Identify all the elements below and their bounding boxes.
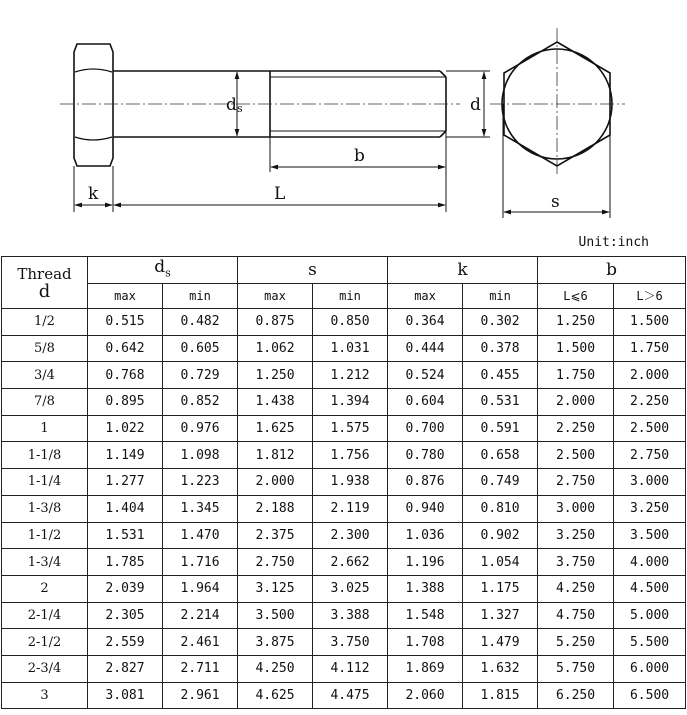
value-cell: 4.500 [614,575,686,602]
group-header-s: s [238,257,388,284]
value-cell: 0.658 [463,442,538,469]
bolt-drawing [0,0,687,230]
value-cell: 0.780 [388,442,463,469]
value-cell: 2.214 [163,602,238,629]
value-cell: 1.345 [163,495,238,522]
value-cell: 1.098 [163,442,238,469]
value-cell: 0.850 [313,309,388,336]
subheader: min [163,284,238,309]
header-row-sub [2,284,686,309]
value-cell: 3.500 [238,602,313,629]
value-cell: 3.500 [614,522,686,549]
value-cell: 4.750 [538,602,614,629]
dimension-lines [74,71,610,218]
value-cell: 3.750 [313,629,388,656]
value-cell: 1.036 [388,522,463,549]
thread-size-cell: 1 [2,415,88,442]
value-cell: 2.461 [163,629,238,656]
value-cell: 2.188 [238,495,313,522]
value-cell: 4.475 [313,682,388,709]
value-cell: 1.250 [238,362,313,389]
value-cell: 2.060 [388,682,463,709]
value-cell: 2.375 [238,522,313,549]
value-cell: 1.815 [463,682,538,709]
value-cell: 2.250 [614,389,686,416]
value-cell: 5.250 [538,629,614,656]
thread-size-cell: 3/4 [2,362,88,389]
table-row [2,522,686,549]
value-cell: 0.768 [88,362,163,389]
value-cell: 0.531 [463,389,538,416]
value-cell: 0.940 [388,495,463,522]
subheader: L＞6 [614,284,686,309]
table-row [2,655,686,682]
value-cell: 1.327 [463,602,538,629]
value-cell: 0.378 [463,335,538,362]
table-row [2,575,686,602]
value-cell: 0.976 [163,415,238,442]
value-cell: 2.750 [614,442,686,469]
header-row-groups [2,257,686,284]
subheader: min [313,284,388,309]
value-cell: 0.524 [388,362,463,389]
thread-size-cell: 1-3/4 [2,549,88,576]
thread-label: Thread [17,264,72,283]
value-cell: 1.212 [313,362,388,389]
value-cell: 1.785 [88,549,163,576]
value-cell: 3.025 [313,575,388,602]
value-cell: 0.444 [388,335,463,362]
value-cell: 3.875 [238,629,313,656]
value-cell: 1.479 [463,629,538,656]
table-row [2,629,686,656]
thread-size-cell: 1-1/4 [2,469,88,496]
value-cell: 1.277 [88,469,163,496]
table-row [2,469,686,496]
value-cell: 0.482 [163,309,238,336]
thread-size-cell: 1/2 [2,309,88,336]
thread-size-cell: 2-3/4 [2,655,88,682]
value-cell: 1.250 [538,309,614,336]
value-cell: 3.000 [538,495,614,522]
label-L: L [274,184,286,204]
value-cell: 4.625 [238,682,313,709]
value-cell: 1.149 [88,442,163,469]
value-cell: 3.750 [538,549,614,576]
value-cell: 1.812 [238,442,313,469]
table-row [2,389,686,416]
value-cell: 6.500 [614,682,686,709]
value-cell: 1.054 [463,549,538,576]
value-cell: 4.000 [614,549,686,576]
value-cell: 0.455 [463,362,538,389]
value-cell: 6.000 [614,655,686,682]
label-ds: d [226,95,237,115]
value-cell: 1.062 [238,335,313,362]
value-cell: 2.039 [88,575,163,602]
value-cell: 0.642 [88,335,163,362]
value-cell: 1.175 [463,575,538,602]
value-cell: 1.022 [88,415,163,442]
value-cell: 2.500 [614,415,686,442]
value-cell: 2.559 [88,629,163,656]
value-cell: 1.531 [88,522,163,549]
value-cell: 3.000 [614,469,686,496]
label-d: d [470,95,481,115]
value-cell: 1.548 [388,602,463,629]
label-b: b [354,146,365,166]
group-header-ds: $d_s$ [88,257,238,284]
subheader: max [88,284,163,309]
value-cell: 3.388 [313,602,388,629]
value-cell: 3.250 [614,495,686,522]
value-cell: 3.081 [88,682,163,709]
value-cell: 1.869 [388,655,463,682]
value-cell: 2.961 [163,682,238,709]
value-cell: 2.305 [88,602,163,629]
subheader: L⩽6 [538,284,614,309]
value-cell: 2.000 [614,362,686,389]
bolt-spec-table [1,256,686,709]
thread-size-cell: 2-1/2 [2,629,88,656]
label-k: k [88,184,99,204]
value-cell: 0.364 [388,309,463,336]
value-cell: 0.902 [463,522,538,549]
value-cell: 1.500 [614,309,686,336]
value-cell: 1.404 [88,495,163,522]
value-cell: 1.394 [313,389,388,416]
table-row [2,442,686,469]
value-cell: 1.470 [163,522,238,549]
value-cell: 4.250 [238,655,313,682]
value-cell: 2.662 [313,549,388,576]
value-cell: 0.875 [238,309,313,336]
value-cell: 1.031 [313,335,388,362]
value-cell: 1.500 [538,335,614,362]
value-cell: 2.500 [538,442,614,469]
table-row [2,495,686,522]
table-body [2,257,686,709]
value-cell: 1.388 [388,575,463,602]
group-header-b: b [538,257,686,284]
table-row [2,362,686,389]
value-cell: 0.729 [163,362,238,389]
value-cell: 1.196 [388,549,463,576]
value-cell: 4.250 [538,575,614,602]
value-cell: 1.750 [538,362,614,389]
value-cell: 1.964 [163,575,238,602]
value-cell: 1.756 [313,442,388,469]
value-cell: 5.500 [614,629,686,656]
value-cell: 2.750 [238,549,313,576]
value-cell: 2.119 [313,495,388,522]
value-cell: 0.515 [88,309,163,336]
value-cell: 2.750 [538,469,614,496]
value-cell: 1.575 [313,415,388,442]
thread-size-cell: 1-3/8 [2,495,88,522]
subheader: max [388,284,463,309]
value-cell: 3.250 [538,522,614,549]
value-cell: 0.604 [388,389,463,416]
label-ds-sub: s [237,102,243,115]
value-cell: 0.605 [163,335,238,362]
group-header-k: k [388,257,538,284]
value-cell: 2.000 [238,469,313,496]
thread-size-cell: 2 [2,575,88,602]
thread-size-cell: 3 [2,682,88,709]
value-cell: 0.302 [463,309,538,336]
value-cell: 0.852 [163,389,238,416]
value-cell: 1.632 [463,655,538,682]
value-cell: 2.827 [88,655,163,682]
value-cell: 5.000 [614,602,686,629]
value-cell: 5.750 [538,655,614,682]
table-row [2,602,686,629]
value-cell: 4.112 [313,655,388,682]
value-cell: 1.750 [614,335,686,362]
value-cell: 0.876 [388,469,463,496]
value-cell: 1.938 [313,469,388,496]
thread-symbol: d [38,280,51,302]
value-cell: 2.300 [313,522,388,549]
thread-size-cell: 5/8 [2,335,88,362]
value-cell: 0.591 [463,415,538,442]
table-row [2,682,686,709]
value-cell: 1.438 [238,389,313,416]
thread-size-cell: 2-1/4 [2,602,88,629]
value-cell: 1.716 [163,549,238,576]
value-cell: 1.625 [238,415,313,442]
subheader: max [238,284,313,309]
bolt-side-view [74,44,446,166]
thread-size-cell: 7/8 [2,389,88,416]
table-row [2,415,686,442]
unit-label: Unit:inch [578,235,649,250]
value-cell: 2.000 [538,389,614,416]
table-row [2,335,686,362]
thread-header [2,257,88,309]
value-cell: 1.223 [163,469,238,496]
thread-size-cell: 1-1/8 [2,442,88,469]
label-s: s [551,192,560,212]
value-cell: 3.125 [238,575,313,602]
centerlines [60,28,625,175]
table-row [2,309,686,336]
value-cell: 0.810 [463,495,538,522]
thread-size-cell: 1-1/2 [2,522,88,549]
value-cell: 1.708 [388,629,463,656]
value-cell: 0.895 [88,389,163,416]
value-cell: 0.749 [463,469,538,496]
value-cell: 2.711 [163,655,238,682]
value-cell: 0.700 [388,415,463,442]
dimension-labels [88,95,560,212]
value-cell: 6.250 [538,682,614,709]
table-row [2,549,686,576]
subheader: min [463,284,538,309]
value-cell: 2.250 [538,415,614,442]
